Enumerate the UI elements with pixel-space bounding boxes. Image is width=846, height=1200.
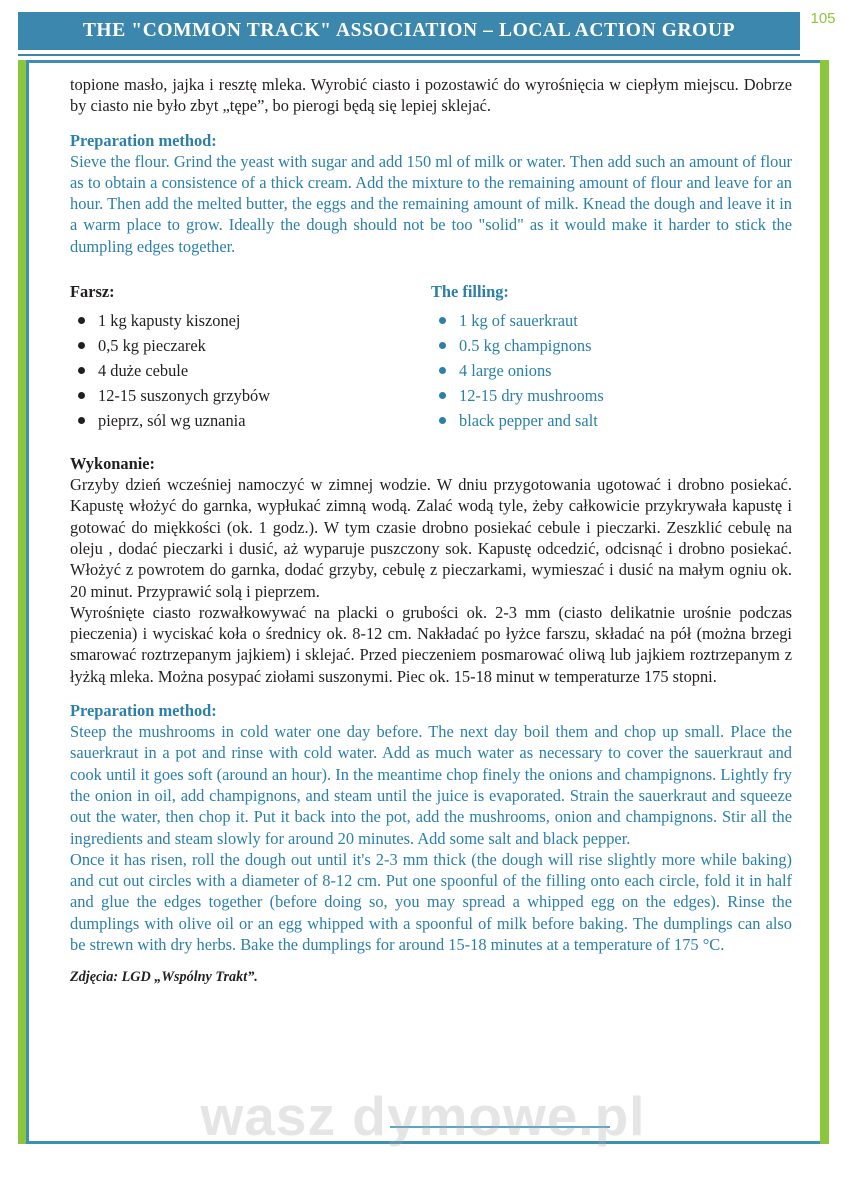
filling-list-en (431, 308, 792, 433)
page-content (70, 74, 792, 986)
list-item: 1 kg kapusty kiszonej (70, 308, 431, 333)
filling-heading-pl: Farsz: (70, 282, 115, 302)
filling-heading-en: The filling: (431, 282, 509, 302)
method-paragraph-pl-1: Grzyby dzień wcześniej namoczyć w zimnej wodzie. W dniu przygotowania ugotować i drobno posiekać. Kapustę włożyć do garnka, wypłukać zimną wodą. Zalać wodą tyle, żeby całkowicie przykrywała kapustę i gotować do miękkości (ok. 1 godz.). W tym czasie drobno posiekać cebule i pieczarki. Zeszklić cebulę na oleju , dodać pieczarki i dusić, aż wyparuje puszczony sok. Kapustę odcedzić, odcisnąć i drobno posiekać. Włożyć z powrotem do garnka, dodać grzyby, cebulę z pieczarkami, wymieszać i dusić na małym ogniu ok. 20 minut. Przyprawić solą i pieprzem. (70, 475, 792, 601)
intro-paragraph-pl: topione masło, jajka i resztę mleka. Wyrobić ciasto i pozostawić do wyrośnięcia w ciepłym miejscu. Dobrze by ciasto nie było zbyt „tępe”, bo pierogi będą się lepiej sklejać. (70, 75, 792, 116)
list-item: 4 duże cebule (70, 358, 431, 383)
page-title: THE "COMMON TRACK" ASSOCIATION – LOCAL ACTION GROUP (82, 20, 736, 41)
bottom-separator-rule (390, 1126, 610, 1128)
list-item: 4 large onions (431, 358, 792, 383)
page-header (0, 12, 846, 56)
ingredients-column-pl (70, 281, 431, 433)
right-accent-bar (820, 60, 829, 1144)
page-number: 105 (810, 10, 836, 27)
preparation-heading-1: Preparation method: (70, 130, 217, 150)
watermark-text: wasz dymowe.pl (200, 1085, 646, 1147)
ingredients-columns (70, 281, 792, 433)
method-paragraph-pl-2: Wyrośnięte ciasto rozwałkowywać na placki o grubości ok. 2-3 mm (ciasto delikatnie urośnie podczas pieczenia) i wyciskać koła o średnicy ok. 8-12 cm. Nakładać po łyżce farszu, składać na pół (można brzegi smarować roztrzepanym jajkiem) i sklejać. Przed pieczeniem posmarować oliwą lub jajkiem roztrzepanym z łyżką mleka. Można posypać ziołami suszonymi. Piec ok. 15-18 minut w temperaturze 175 stopni. (70, 602, 792, 686)
list-item: black pepper and salt (431, 408, 792, 433)
frame-left-rule (26, 60, 29, 1144)
filling-list-pl (70, 308, 431, 433)
frame-top-rule (26, 60, 820, 63)
frame-bottom-rule (26, 1141, 820, 1144)
preparation-paragraph-1: Sieve the flour. Grind the yeast with sugar and add 150 ml of milk or water. Then add such an amount of flour as to obtain a consistence of a thick cream. Add the mixture to the remaining amount of flour and leave for an hour. Then add the melted butter, the eggs and the remaining amount of milk. Knead the dough and leave it in a warm place to grow. Ideally the dough should not be too "solid" as it would make it harder to stick the dumpling edges together. (70, 151, 792, 256)
method-heading-pl: Wykonanie: (70, 454, 156, 474)
list-item: 0,5 kg pieczarek (70, 333, 431, 358)
preparation-paragraph-3: Once it has risen, roll the dough out until it's 2-3 mm thick (the dough will rise slightly more while baking) and cut out circles with a diameter of 8-12 cm. Put one spoonful of the filling onto each circle, fold it in half and glue the edges together (before doing so, you may spread a whipped egg on the edges). Rinse the dumplings with olive oil or an egg whipped with a spoonful of milk before baking. The dumplings can also be strewn with dry herbs. Bake the dumplings for around 15-18 minutes at a temperature of 175 °C. (70, 849, 792, 955)
list-item: 1 kg of sauerkraut (431, 308, 792, 333)
photo-credit: Zdjęcia: LGD „Wspólny Trakt”. (70, 969, 258, 986)
list-item: pieprz, sól wg uznania (70, 408, 431, 433)
list-item: 12-15 dry mushrooms (431, 383, 792, 408)
left-accent-bar (18, 60, 26, 1144)
preparation-paragraph-2: Steep the mushrooms in cold water one day before. The next day boil them and chop up small. Place the sauerkraut in a pot and rinse with cold water. Add as much water as necessary to cover the sauerkraut and cook until it goes soft (around an hour). In the meantime chop finely the onions and champignons. Lightly fry the onion in oil, add champignons, and steam until the juice is evaporated. Strain the sauerkraut and squeeze out the water, then chop it. Put it back into the pot, add the mushrooms, onion and champignons. Stir all the ingredients and steam slowly for around 20 minutes. Add some salt and black pepper. (70, 722, 792, 848)
ingredients-column-en (431, 281, 792, 433)
list-item: 12-15 suszonych grzybów (70, 383, 431, 408)
list-item: 0.5 kg champignons (431, 333, 792, 358)
preparation-heading-2: Preparation method: (70, 701, 217, 721)
header-band-underline (18, 50, 800, 54)
